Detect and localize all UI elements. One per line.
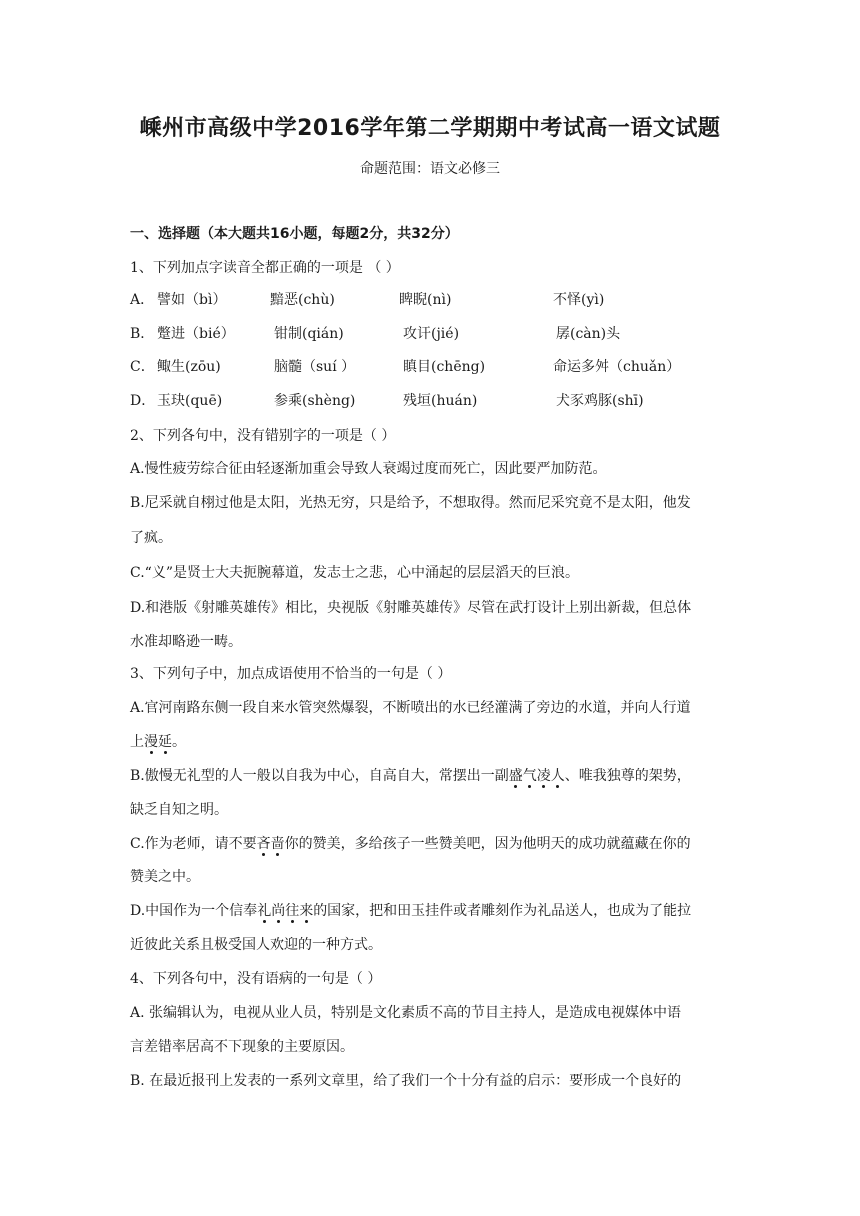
question-3-option-c [130,833,730,855]
question-2-stem: 2、下列各句中，没有错别字的一项是（ ） [130,428,396,444]
text-segment: 上 [130,734,144,750]
question-3-option-c-cont: 赞美之中。 [130,869,200,885]
dotted-char: 往 [285,903,300,919]
option-item: 脑髓（suí ） [274,359,356,375]
dotted-char: 人 [550,768,565,784]
question-3-option-b [130,765,730,787]
question-2-option-c: C.“义”是贤士大夫扼腕幕道，发志士之悲，心中涌起的层层滔天的巨浪。 [130,565,579,581]
option-item: 玉玦(quē) [157,393,223,409]
dotted-char: 尚 [271,903,286,919]
question-1-stem: 1、下列加点字读音全都正确的一项是 （ ） [130,260,400,276]
dotted-idiom [144,734,172,750]
option-label: B． [130,326,155,342]
text-segment: B.傲慢无礼型的人一般以自我为中心，自高自大，常摆出一副 [130,768,509,784]
option-label: D． [130,393,156,409]
option-item: 瞋目(chēng) [403,359,486,375]
question-4-stem: 4、下列各句中，没有语病的一句是（ ） [130,971,382,987]
option-item: 黯恶(chù) [270,292,335,308]
option-item: 不怿(yì) [553,292,605,308]
dotted-char: 吝 [256,836,271,852]
option-item: 蹩进（bié） [157,326,235,342]
question-4-option-b: B. 在最近报刊上发表的一系列文章里，给了我们一个十分有益的启示：要形成一个良好的 [130,1073,682,1089]
text-segment: C.作为老师，请不要 [130,836,257,852]
text-segment: 。 [172,734,186,750]
text-segment: 、唯我独尊的架势， [564,768,691,784]
question-4-option-a: A. 张编辑认为，电视从业人员，特别是文化素质不高的节目主持人，是造成电视媒体中语 [130,1005,682,1021]
section-heading: 一、选择题（本大题共16小题，每题2分，共32分） [130,226,459,242]
text-segment: D.中国作为一个信奉 [130,903,258,919]
question-2-option-b: B.尼采就自栩过他是太阳，光热无穷，只是给予，不想取得。然而尼采究竟不是太阳，他发 [130,495,691,511]
question-3-option-b-cont: 缺乏自知之明。 [130,802,228,818]
question-3-option-d-cont: 近彼此关系且极受国人欢迎的一种方式。 [130,937,382,953]
dotted-idiom [257,836,285,852]
question-4-option-a-cont: 言差错率居高不下现象的主要原因。 [130,1039,354,1055]
option-item: 孱(càn)头 [556,326,621,342]
dotted-char: 礼 [257,903,272,919]
question-3-option-d [130,900,730,922]
dotted-char: 啬 [270,836,285,852]
question-3-option-a: A.官河南路东侧一段自来水管突然爆裂，不断喷出的水已经灌满了旁边的水道，并向人行道 [130,700,691,716]
option-item: 参乘(shèng) [274,393,356,409]
option-item: 钳制(qián) [274,326,344,342]
option-item: 犬豕鸡豚(shī) [556,393,644,409]
dotted-char: 延 [158,734,172,750]
option-item: 残垣(huán) [403,393,478,409]
option-item: 睥睨(nì) [399,292,452,308]
option-label: A． [130,292,155,308]
dotted-char: 来 [299,903,314,919]
dotted-char: 气 [522,768,537,784]
question-2-option-d-cont: 水准却略逊一畴。 [130,634,242,650]
question-2-option-b-cont: 了疯。 [130,530,172,546]
dotted-idiom [257,903,313,919]
option-item: 攻讦(jié) [403,326,460,342]
text-segment: 你的赞美，多给孩子一些赞美吧，因为他明天的成功就蕴藏在你的 [284,836,691,852]
question-3-stem: 3、下列句子中，加点成语使用不恰当的一句是（ ） [130,666,452,682]
page-subtitle: 命题范围：语文必修三 [360,161,500,177]
text-segment: 的国家，把和田玉挂件或者雕刻作为礼品送人，也成为了能拉 [313,903,692,919]
option-label: C． [130,359,155,375]
option-item: 命运多舛（chuǎn） [553,359,681,375]
option-item: 譬如（bì） [157,292,227,308]
dotted-char: 盛 [508,768,523,784]
question-3-option-a-cont [130,731,730,753]
dotted-char: 凌 [536,768,551,784]
dotted-idiom [509,768,565,784]
dotted-char: 漫 [144,734,158,750]
option-item: 鲰生(zōu) [157,359,221,375]
page-title: 嵊州市高级中学2016学年第二学期期中考试高一语文试题 [139,116,721,141]
question-2-option-d: D.和港版《射雕英雄传》相比，央视版《射雕英雄传》尽管在武打设计上别出新裁，但总体 [130,600,692,616]
question-2-option-a: A.慢性疲劳综合征由轻逐渐加重会导致人衰竭过度而死亡，因此要严加防范。 [130,461,607,477]
